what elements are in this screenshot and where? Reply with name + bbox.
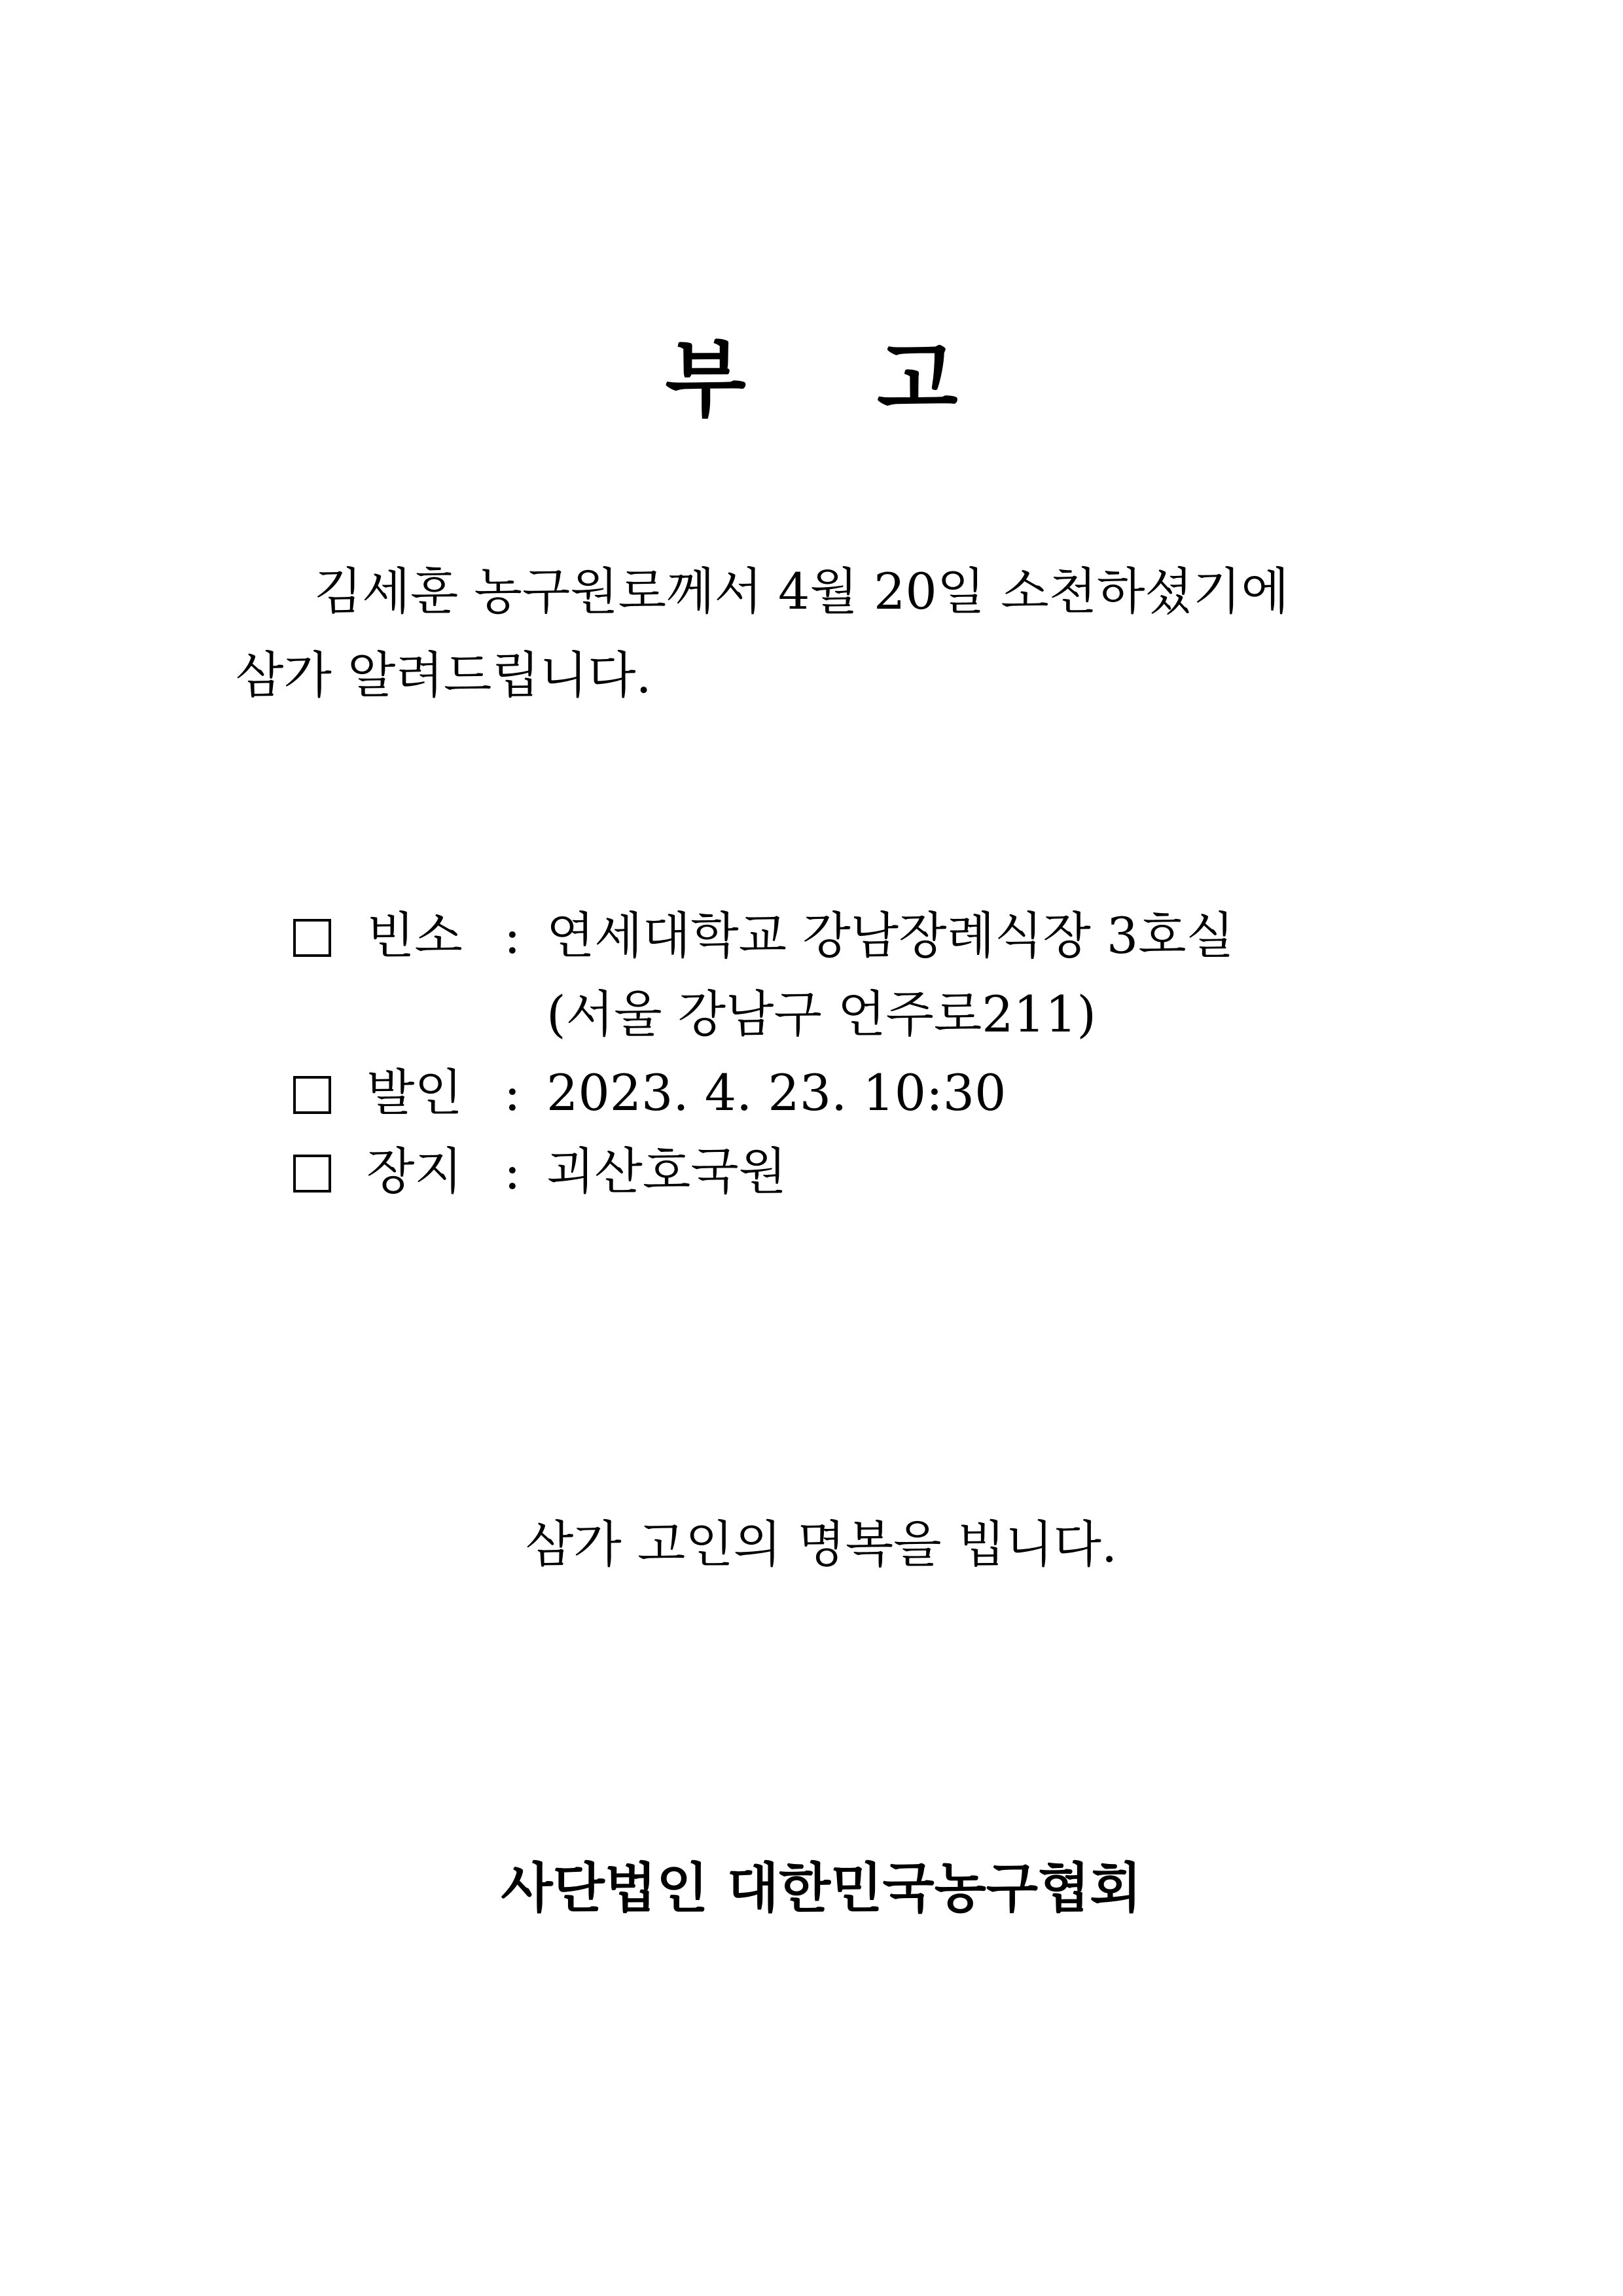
detail-value-departure: 2023. 4. 23. 10:30 bbox=[546, 1064, 1007, 1122]
detail-row-departure bbox=[288, 1054, 1466, 1132]
detail-colon: : bbox=[504, 1142, 521, 1200]
detail-value-burial: 괴산호국원 bbox=[546, 1142, 787, 1200]
detail-label-venue: 빈소 bbox=[366, 906, 463, 965]
detail-colon: : bbox=[504, 1064, 521, 1122]
detail-value-venue-address: (서울 강남구 언주로211) bbox=[546, 985, 1097, 1043]
document-title bbox=[0, 327, 1623, 432]
announcement-paragraph bbox=[236, 550, 1414, 717]
condolence-message: 삼가 고인의 명복을 빕니다. bbox=[525, 1515, 1118, 1573]
checkbox-square-icon bbox=[293, 919, 331, 957]
announcement-line-2: 삼가 알려드립니다. bbox=[236, 646, 652, 704]
detail-label-departure: 발인 bbox=[366, 1064, 463, 1122]
detail-colon: : bbox=[504, 906, 521, 965]
announcement-line-1: 김세훈 농구원로께서 4월 20일 소천하셨기에 bbox=[314, 562, 1289, 620]
checkbox-square-icon bbox=[293, 1076, 331, 1114]
detail-row-burial bbox=[288, 1132, 1466, 1211]
detail-row-venue bbox=[288, 897, 1466, 975]
title-char-2: 고 bbox=[877, 331, 958, 429]
detail-row-venue-address bbox=[288, 975, 1466, 1054]
organization-name: 사단법인 대한민국농구협회 bbox=[501, 1857, 1142, 1920]
detail-value-venue: 연세대학교 강남장례식장 3호실 bbox=[546, 906, 1235, 965]
title-char-1: 부 bbox=[665, 331, 746, 429]
detail-label-burial: 장지 bbox=[366, 1142, 463, 1200]
funeral-details bbox=[288, 897, 1466, 1211]
checkbox-square-icon bbox=[293, 1155, 331, 1193]
